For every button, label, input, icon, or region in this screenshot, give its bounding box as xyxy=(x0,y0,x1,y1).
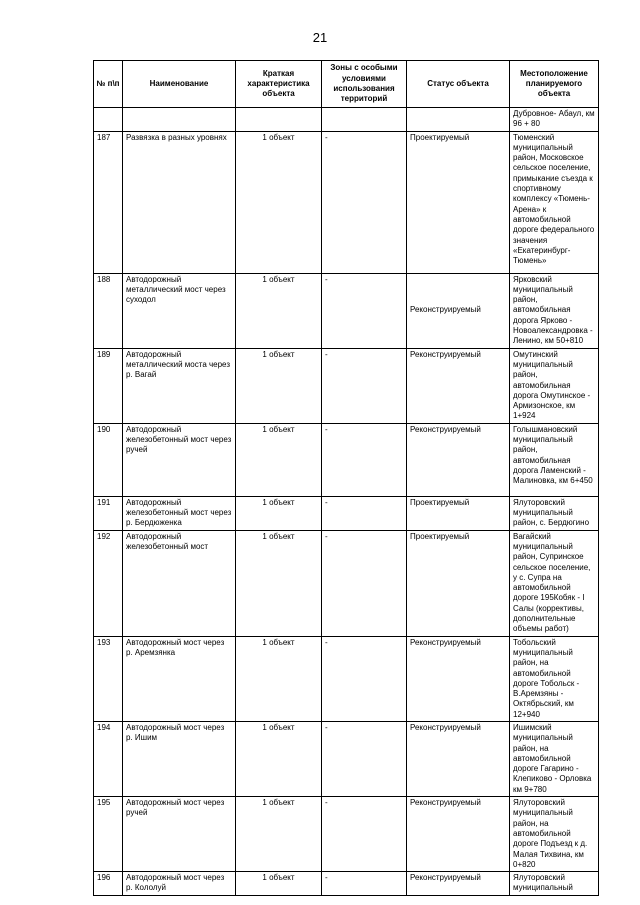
cell-location: Ялуторовский муниципальный xyxy=(510,872,599,896)
header-name: Наименование xyxy=(123,61,236,108)
cell-name: Автодорожный металлический моста через р. Вагай xyxy=(123,348,236,423)
cell-zones: - xyxy=(322,636,407,721)
page-number: 21 xyxy=(312,30,328,45)
cell-status: Проектируемый xyxy=(407,496,510,530)
cell-status: Реконструируемый xyxy=(407,348,510,423)
table-header xyxy=(94,61,599,108)
cell-location: Голышмановский муниципальный район, автомобильная дорога Ламенский - Малиновка, км 6+450 xyxy=(510,423,599,496)
cell-characteristic: 1 объект xyxy=(236,423,322,496)
cell-zones: - xyxy=(322,496,407,530)
header-num: № п\п xyxy=(94,61,123,108)
header-zones: Зоны с особыми условиями использования территорий xyxy=(322,61,407,108)
cell-location: Омутинский муниципальный район, автомобильная дорога Омутинское - Армизонское, км 1+924 xyxy=(510,348,599,423)
cell-location: Тобольский муниципальный район, на автомобильной дороге Тобольск - В.Аремзяны - Октябрьский, км 12+940 xyxy=(510,636,599,721)
header-status: Статус объекта xyxy=(407,61,510,108)
objects-table xyxy=(93,60,599,896)
cell-name: Автодорожный железобетонный мост через ручей xyxy=(123,423,236,496)
cell-characteristic: 1 объект xyxy=(236,636,322,721)
cell-num: 195 xyxy=(94,797,123,872)
header-characteristic: Краткая характеристика объекта xyxy=(236,61,322,108)
cell-num: 187 xyxy=(94,131,123,273)
cell-zones: - xyxy=(322,273,407,348)
cell-zones: - xyxy=(322,721,407,796)
table-row xyxy=(94,496,599,530)
cell-location: Ишимский муниципальный район, на автомобильной дороге Гагарино - Клепиково - Орловка км 9+780 xyxy=(510,721,599,796)
table-row xyxy=(94,721,599,796)
cell-location: Ярковский муниципальный район, автомобильная дорога Ярково - Новоалександровка - Ленино, км 50+810 xyxy=(510,273,599,348)
table-row xyxy=(94,423,599,496)
cell-num: 194 xyxy=(94,721,123,796)
cell-name: Автодорожный мост через р. Кололуй xyxy=(123,872,236,896)
cell-zones: - xyxy=(322,797,407,872)
cell-name: Автодорожный мост через ручей xyxy=(123,797,236,872)
cell-name: Автодорожный мост через р. Аремзянка xyxy=(123,636,236,721)
cell-num xyxy=(94,108,123,132)
cell-characteristic xyxy=(236,108,322,132)
cell-location: Ялуторовский муниципальный район, с. Бердюгино xyxy=(510,496,599,530)
cell-characteristic: 1 объект xyxy=(236,872,322,896)
cell-zones: - xyxy=(322,348,407,423)
cell-location: Дубровное- Абаул, км 96 + 80 xyxy=(510,108,599,132)
cell-name: Автодорожный металлический мост через суходол xyxy=(123,273,236,348)
cell-status: Реконструируемый xyxy=(407,423,510,496)
cell-zones xyxy=(322,108,407,132)
cell-location: Тюменский муниципальный район, Московское сельское поселение, примыкание съезда к спортивному комплексу «Тюмень-Арена» к автомобильной дороге федерального значения «Екатеринбург-Тюмень» xyxy=(510,131,599,273)
cell-status: Реконструируемый xyxy=(407,797,510,872)
table-row xyxy=(94,872,599,896)
table-row xyxy=(94,273,599,348)
cell-zones: - xyxy=(322,423,407,496)
cell-status: Реконструируемый xyxy=(407,872,510,896)
table-row xyxy=(94,530,599,636)
cell-num: 188 xyxy=(94,273,123,348)
table-row xyxy=(94,797,599,872)
cell-status: Реконструируемый xyxy=(407,273,510,348)
cell-characteristic: 1 объект xyxy=(236,721,322,796)
cell-num: 196 xyxy=(94,872,123,896)
table-row xyxy=(94,348,599,423)
header-location: Местоположение планируемого объекта xyxy=(510,61,599,108)
cell-name: Автодорожный железобетонный мост через р. Бердюженка xyxy=(123,496,236,530)
table-row xyxy=(94,131,599,273)
cell-characteristic: 1 объект xyxy=(236,530,322,636)
cell-num: 191 xyxy=(94,496,123,530)
cell-zones: - xyxy=(322,131,407,273)
cell-num: 192 xyxy=(94,530,123,636)
cell-status xyxy=(407,108,510,132)
cell-zones: - xyxy=(322,530,407,636)
cell-name: Автодорожный мост через р. Ишим xyxy=(123,721,236,796)
cell-zones: - xyxy=(322,872,407,896)
cell-status: Реконструируемый xyxy=(407,721,510,796)
cell-location: Вагайский муниципальный район, Супринское сельское поселение, у с. Супра на автомобильной дороге 195Кобяк - I Салы (коррективы, дополнительные объемы работ) xyxy=(510,530,599,636)
cell-name: Развязка в разных уровнях xyxy=(123,131,236,273)
cell-num: 190 xyxy=(94,423,123,496)
cell-characteristic: 1 объект xyxy=(236,273,322,348)
cell-status: Реконструируемый xyxy=(407,636,510,721)
cell-name: Автодорожный железобетонный мост xyxy=(123,530,236,636)
cell-num: 193 xyxy=(94,636,123,721)
cell-characteristic: 1 объект xyxy=(236,496,322,530)
cell-name xyxy=(123,108,236,132)
cell-characteristic: 1 объект xyxy=(236,348,322,423)
cell-characteristic: 1 объект xyxy=(236,131,322,273)
table-row-continuation xyxy=(94,108,599,132)
cell-num: 189 xyxy=(94,348,123,423)
cell-characteristic: 1 объект xyxy=(236,797,322,872)
cell-status: Проектируемый xyxy=(407,131,510,273)
cell-status: Проектируемый xyxy=(407,530,510,636)
table-row xyxy=(94,636,599,721)
cell-location: Ялуторовский муниципальный район, на автомобильной дороге Подъезд к д. Малая Тихвина, км 0+820 xyxy=(510,797,599,872)
